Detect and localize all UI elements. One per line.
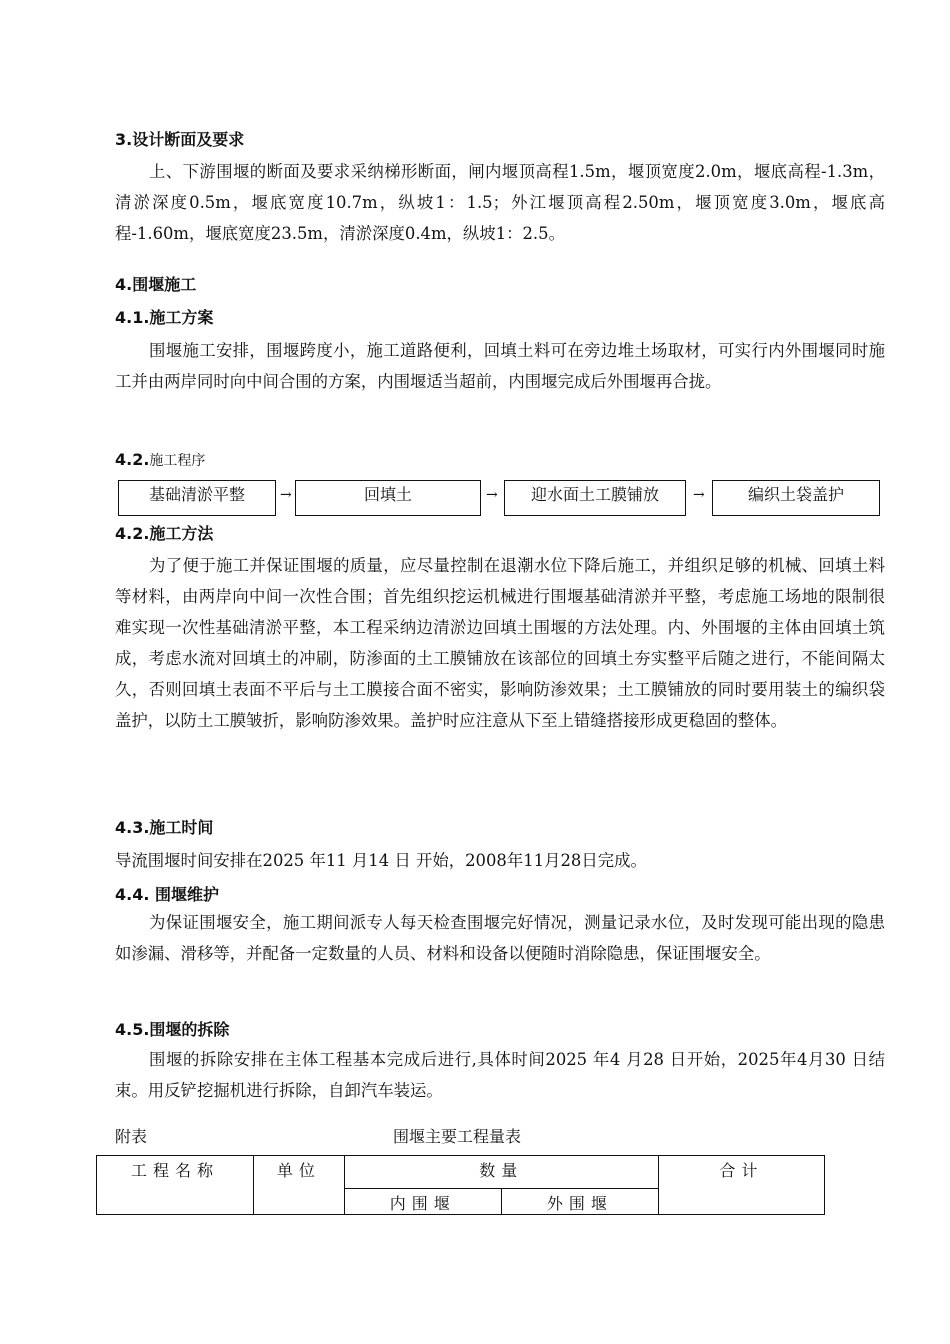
section-4-5-title: 4.5.围堰的拆除 xyxy=(115,1020,230,1039)
section-4-2b-title: 4.2.施工方法 xyxy=(115,524,214,543)
section-4-4-body: 为保证围堰安全，施工期间派专人每天检查围堰完好情况，测量记录水位，及时发现可能出现的隐患如渗漏、滑移等，并配备一定数量的人员、材料和设备以便随时消除隐患，保证围堰安全。 xyxy=(115,913,885,963)
section-4-1-body: 围堰施工安排，围堰跨度小，施工道路便利，回填土料可在旁边堆土场取材，可实行内外围堰同时施工并由两岸同时向中间合围的方案，内围堰适当超前，内围堰完成后外围堰再合拢。 xyxy=(115,341,885,391)
subheader-inner-cofferdam: 内围堰 xyxy=(344,1189,501,1215)
section-4-2-number: 4.2. xyxy=(115,450,150,469)
flow-arrow-1: → xyxy=(280,487,292,503)
section-4-4-title: 4.4. 围堰维护 xyxy=(115,885,219,904)
section-3-title: 3.设计断面及要求 xyxy=(115,130,245,149)
flow-step-1: 基础清淤平整 xyxy=(118,480,276,516)
header-total: 合计 xyxy=(658,1156,824,1215)
section-4-2-title xyxy=(115,450,205,470)
flow-arrow-2: → xyxy=(486,487,498,503)
header-quantity: 数量 xyxy=(344,1156,658,1189)
flow-arrow-3: → xyxy=(693,487,705,503)
section-4-3-body: 导流围堰时间安排在2025 年11 月14 日 开始，2008年11月28日完成。 xyxy=(115,851,647,870)
section-4-5-body: 围堰的拆除安排在主体工程基本完成后进行,具体时间2025 年4 月28 日开始，2025年4月30 日结束。用反铲挖掘机进行拆除，自卸汽车装运。 xyxy=(115,1050,885,1100)
section-4-3-title: 4.3.施工时间 xyxy=(115,818,214,837)
header-project-name: 工程名称 xyxy=(97,1156,254,1215)
appendix-title: 围堰主要工程量表 xyxy=(393,1127,522,1146)
flow-step-4: 编织土袋盖护 xyxy=(712,480,880,516)
flow-step-2: 回填土 xyxy=(295,480,481,516)
section-3-body: 上、下游围堰的断面及要求采纳梯形断面，闸内堰顶高程1.5m，堰顶宽度2.0m，堰底高程-1.3m，清淤深度0.5m，堰底宽度10.7m，纵坡1：1.5；外江堰顶高程2.50m，堰顶宽度3.0m，堰底高程-1.60m，堰底宽度23.5m，清淤深度0.4m，纵坡1：2.5。 xyxy=(115,162,885,243)
quantity-table xyxy=(96,1155,825,1215)
section-4-1-title: 4.1.施工方案 xyxy=(115,308,214,327)
procedure-flowchart xyxy=(118,480,883,518)
section-4-title: 4.围堰施工 xyxy=(115,275,197,294)
flow-step-3: 迎水面土工膜铺放 xyxy=(504,480,686,516)
appendix-label: 附表 xyxy=(115,1127,148,1146)
subheader-outer-cofferdam: 外围堰 xyxy=(501,1189,658,1215)
header-unit: 单位 xyxy=(254,1156,345,1215)
section-4-2-label: 施工程序 xyxy=(149,453,206,469)
section-4-2b-body: 为了便于施工并保证围堰的质量，应尽量控制在退潮水位下降后施工，并组织足够的机械、回填土料等材料，由两岸向中间一次性合围；首先组织挖运机械进行围堰基础清淤并平整，考虑施工场地的限制很难实现一次性基础清淤平整，本工程采纳边清淤边回填土围堰的方法处理。内、外围堰的主体由回填土筑成，考虑水流对回填土的冲刷，防渗面的土工膜铺放在该部位的回填土夯实整平后随之进行，不能间隔太久，否则回填土表面不平后与土工膜接合面不密实，影响防渗效果；土工膜铺放的同时要用装土的编织袋盖护，以防土工膜皱折，影响防渗效果。盖护时应注意从下至上错缝搭接形成更稳固的整体。 xyxy=(115,556,885,730)
